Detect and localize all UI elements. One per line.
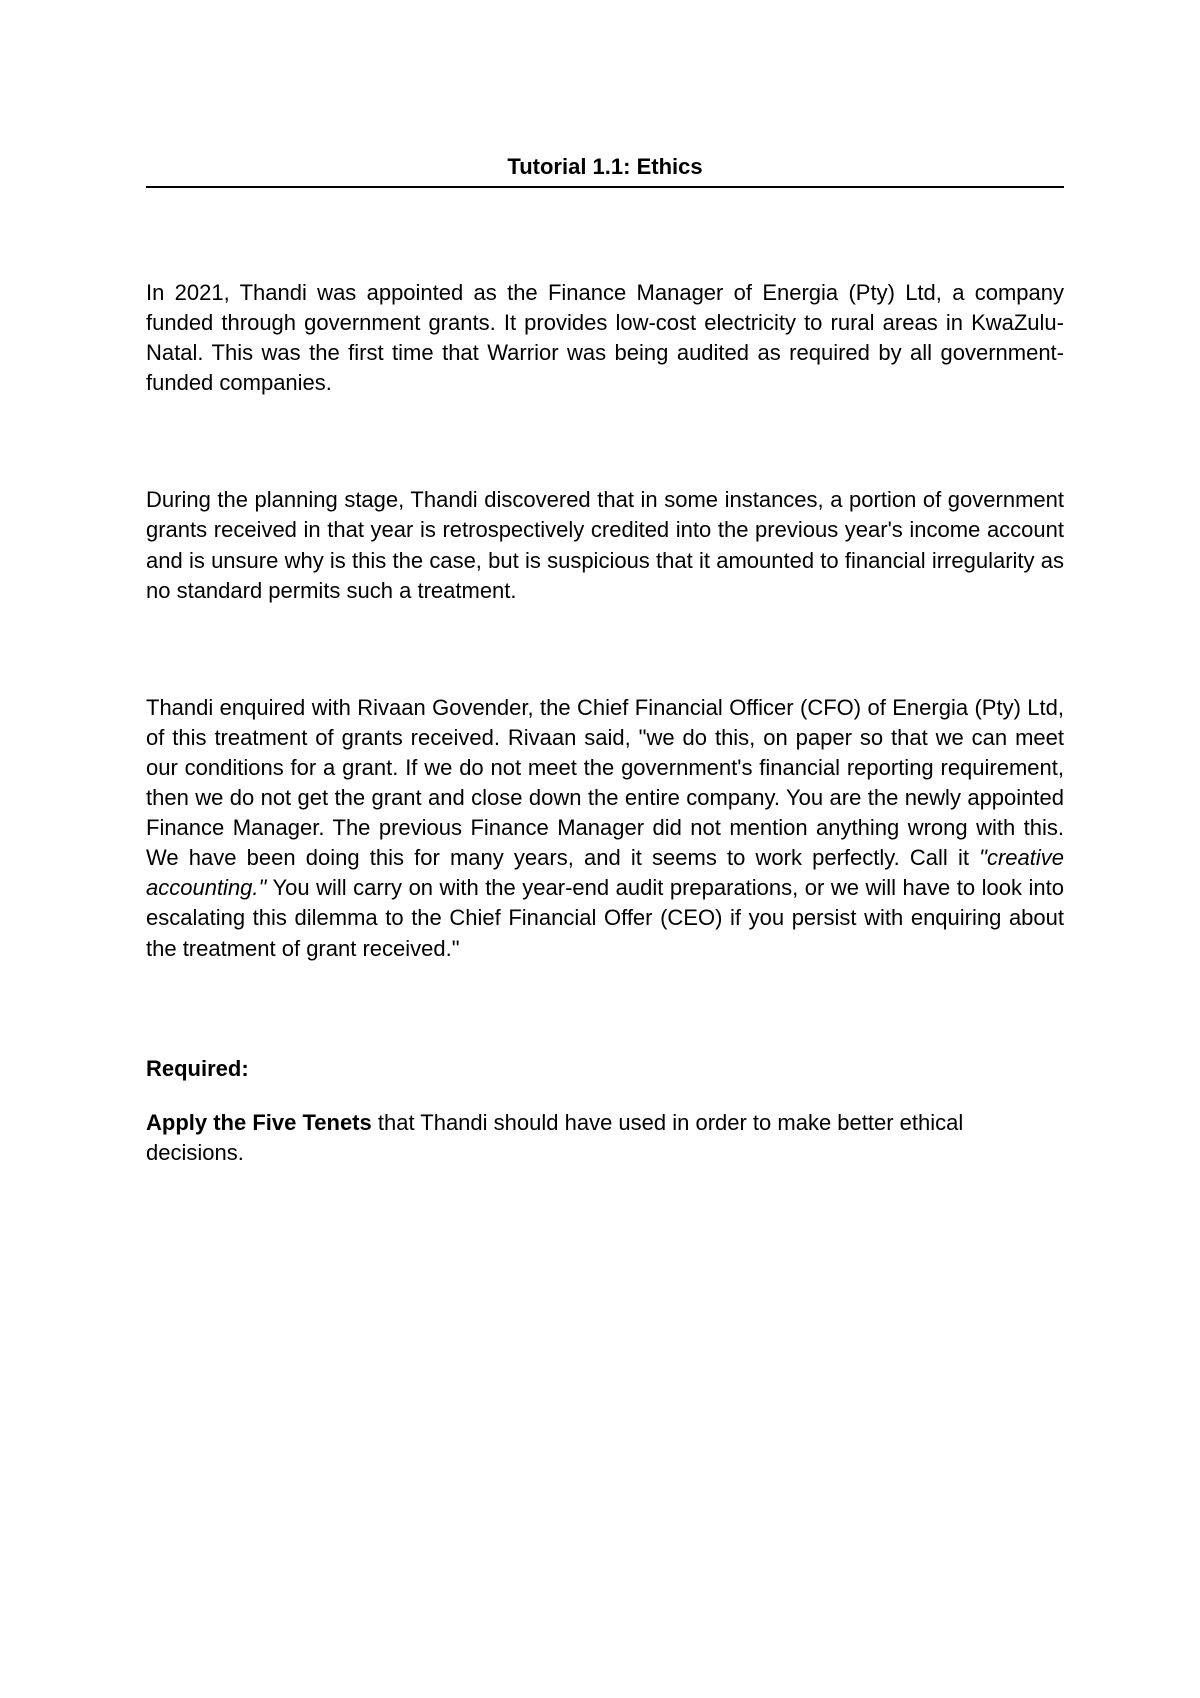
question-rest: that Thandi should have used in order to make better ethical decisions. — [146, 1109, 964, 1165]
paragraph-cfo-conversation — [146, 693, 1064, 964]
cfo-quote-part2: You will carry on with the year-end audit preparations, or we will have to look into escalating this dilemma to the Chief Financial Offer (CEO) if you persist with enquiring about the treatment of grant received." — [146, 875, 1064, 961]
required-heading: Required: — [146, 1055, 249, 1081]
creative-accounting-phrase: "creative accounting." — [146, 845, 1064, 901]
paragraph-appointment: In 2021, Thandi was appointed as the Finance Manager of Energia (Pty) Ltd, a company funded through government grants. It provides low-cost electricity to rural areas in KwaZulu-Natal. This was the first time that Warrior was being audited as required by all government-funded companies. — [146, 280, 1064, 396]
title-block — [146, 150, 1064, 188]
document-title: Tutorial 1.1: Ethics — [507, 154, 703, 179]
required-question — [146, 1108, 1064, 1168]
cfo-quote-part1: Thandi enquired with Rivaan Govender, the Chief Financial Officer (CFO) of Energia (Pty) Ltd, of this treatment of grants received. Rivaan said, "we do this, on paper so that we can meet our conditions for a grant. If we do not meet the government's financial reporting requirement, then we do not get the grant and close down the entire company. You are the newly appointed Finance Manager. The previous Finance Manager did not mention anything wrong with this. We have been doing this for many years, and it seems to work perfectly. Call it — [146, 694, 1064, 871]
paragraph-planning-stage: During the planning stage, Thandi discovered that in some instances, a portion of government grants received in that year is retrospectively credited into the previous year's income account and is unsure why is this the case, but is suspicious that it amounted to financial irregularity as no standard permits such a treatment. — [146, 487, 1064, 603]
apply-five-tenets: Apply the Five Tenets — [146, 1109, 372, 1135]
document-page — [146, 150, 1064, 1168]
